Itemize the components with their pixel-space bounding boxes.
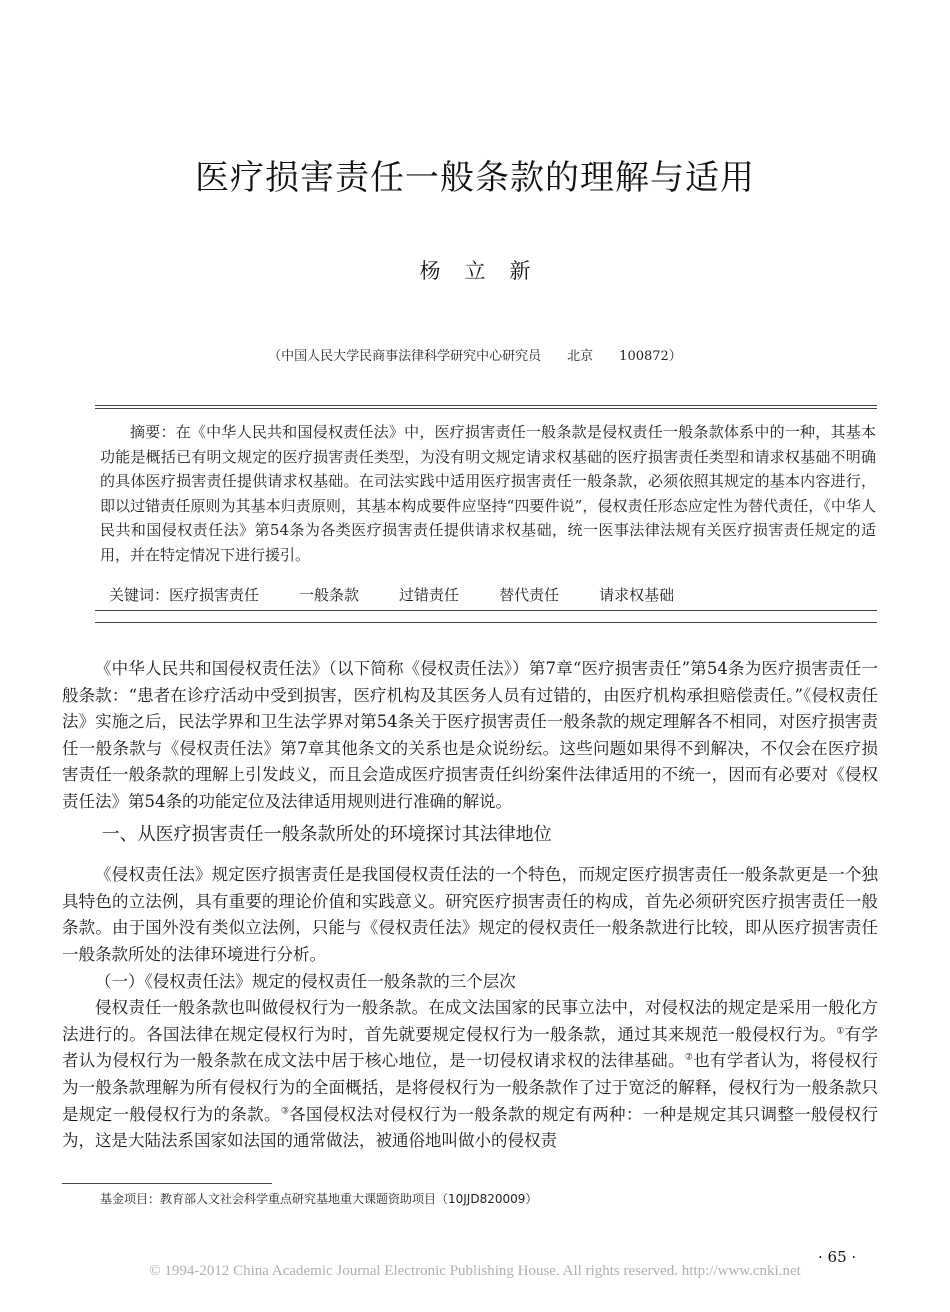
abstract-top-rule — [95, 405, 877, 409]
abstract-bottom-rule-2 — [95, 622, 877, 623]
keyword: 过错责任 — [399, 586, 460, 604]
article-body — [62, 656, 878, 1155]
article-title: 医疗损害责任一般条款的理解与适用 — [195, 158, 755, 198]
text-run: 各国侵权法对侵权行为一般条款的规定有两种：一种是规定其只调整一般侵权行为，这是大陆法系国家如法国的通常做法，被通俗地叫做小的侵权责 — [62, 1104, 878, 1151]
intro-paragraph: 《中华人民共和国侵权责任法》（以下简称《侵权责任法》）第7章“医疗损害责任”第54条为医疗损害责任一般条款：“患者在诊疗活动中受到损害，医疗机构及其医务人员有过错的，由医疗机构承担赔偿责任。”《侵权责任法》实施之后，民法学界和卫生法学界对第54条关于医疗损害责任一般条款的规定理解各不相同，对医疗损害责任一般条款与《侵权责任法》第7章其他条文的关系也是众说纷纭。这些问题如果得不到解决，不仅会在医疗损害责任一般条款的理解上引发歧义，而且会造成医疗损害责任纠纷案件法律适用的不统一，因而有必要对《侵权责任法》第54条的功能定位及法律适用规则进行准确的解说。 — [62, 659, 878, 811]
keyword: 替代责任 — [499, 586, 560, 604]
author-name: 杨立新 — [419, 259, 555, 283]
author-affiliation: （中国人民大学民商事法律科学研究中心研究员 北京 100872） — [268, 349, 682, 364]
body-paragraph: 《侵权责任法》规定医疗损害责任是我国侵权责任法的一个特色，而规定医疗损害责任一般条款更是一个独具特色的立法例，具有重要的理论价值和实践意义。研究医疗损害责任的构成，首先必须研究医疗损害责任一般条款。由于国外没有类似立法例，只能与《侵权责任法》规定的侵权责任一般条款进行比较，即从医疗损害责任一般条款所处的法律环境进行分析。 — [62, 865, 878, 964]
subsection-heading: （一）《侵权责任法》规定的侵权责任一般条款的三个层次 — [95, 971, 516, 991]
section-heading: 一、从医疗损害责任一般条款所处的环境探讨其法律地位 — [101, 823, 552, 845]
keywords — [100, 584, 876, 605]
abstract — [100, 420, 876, 567]
footnote-rule — [62, 1183, 272, 1184]
abstract-bottom-rule — [95, 610, 877, 611]
footnote-marker: ③ — [280, 1106, 290, 1116]
text-run: 侵权责任一般条款也叫做侵权行为一般条款。在成文法国家的民事立法中，对侵权法的规定是采用一般化方法进行的。各国法律在规定侵权行为时，首先就要规定侵权行为一般条款，通过其来规范一般侵权行为。 — [62, 998, 878, 1044]
body-paragraph — [62, 995, 878, 1155]
text-run: 也有学者认为，将侵权行为一般条款理解为所有侵权行为的全面概括，是将侵权行为一般条款作了过于宽泛的解释，侵权行为一般条款只是规定一般侵权行为的条款。 — [62, 1051, 879, 1124]
text-run: 有学者认为侵权行为一般条款在成文法中居于核心地位，是一切侵权请求权的法律基础。 — [62, 1024, 879, 1071]
keyword: 一般条款 — [299, 586, 360, 604]
footnote-marker: ② — [684, 1052, 694, 1063]
copyright-watermark: © 1994-2012 China Academic Journal Electronic Publishing House. All rights reserved. http://www.cnki.net — [149, 1263, 801, 1279]
abstract-label: 摘要： — [130, 423, 176, 441]
page-number: · 65 · — [818, 1248, 857, 1266]
footnote-marker: ① — [836, 1026, 845, 1037]
keyword: 医疗损害责任 — [169, 586, 260, 604]
keywords-label: 关键词： — [109, 586, 170, 604]
keyword: 请求权基础 — [599, 586, 675, 604]
abstract-text: 在《中华人民共和国侵权责任法》中，医疗损害责任一般条款是侵权责任一般条款体系中的一种，其基本功能是概括已有明文规定的医疗损害责任类型，为没有明文规定请求权基础的医疗损害责任类型和请求权基础不明确的具体医疗损害责任提供请求权基础。在司法实践中适用医疗损害责任一般条款，必须依照其规定的基本内容进行，即以过错责任原则为其基本归责原则，其基本构成要件应坚持“四要件说”，侵权责任形态应定性为替代责任，《中华人民共和国侵权责任法》第54条为各类医疗损害责任提供请求权基础，统一医事法律法规有关医疗损害责任规定的适用，并在特定情况下进行援引。 — [100, 423, 876, 564]
funding-footnote: 基金项目：教育部人文社会科学重点研究基地重大课题资助项目（10JJD820009） — [100, 1192, 538, 1206]
